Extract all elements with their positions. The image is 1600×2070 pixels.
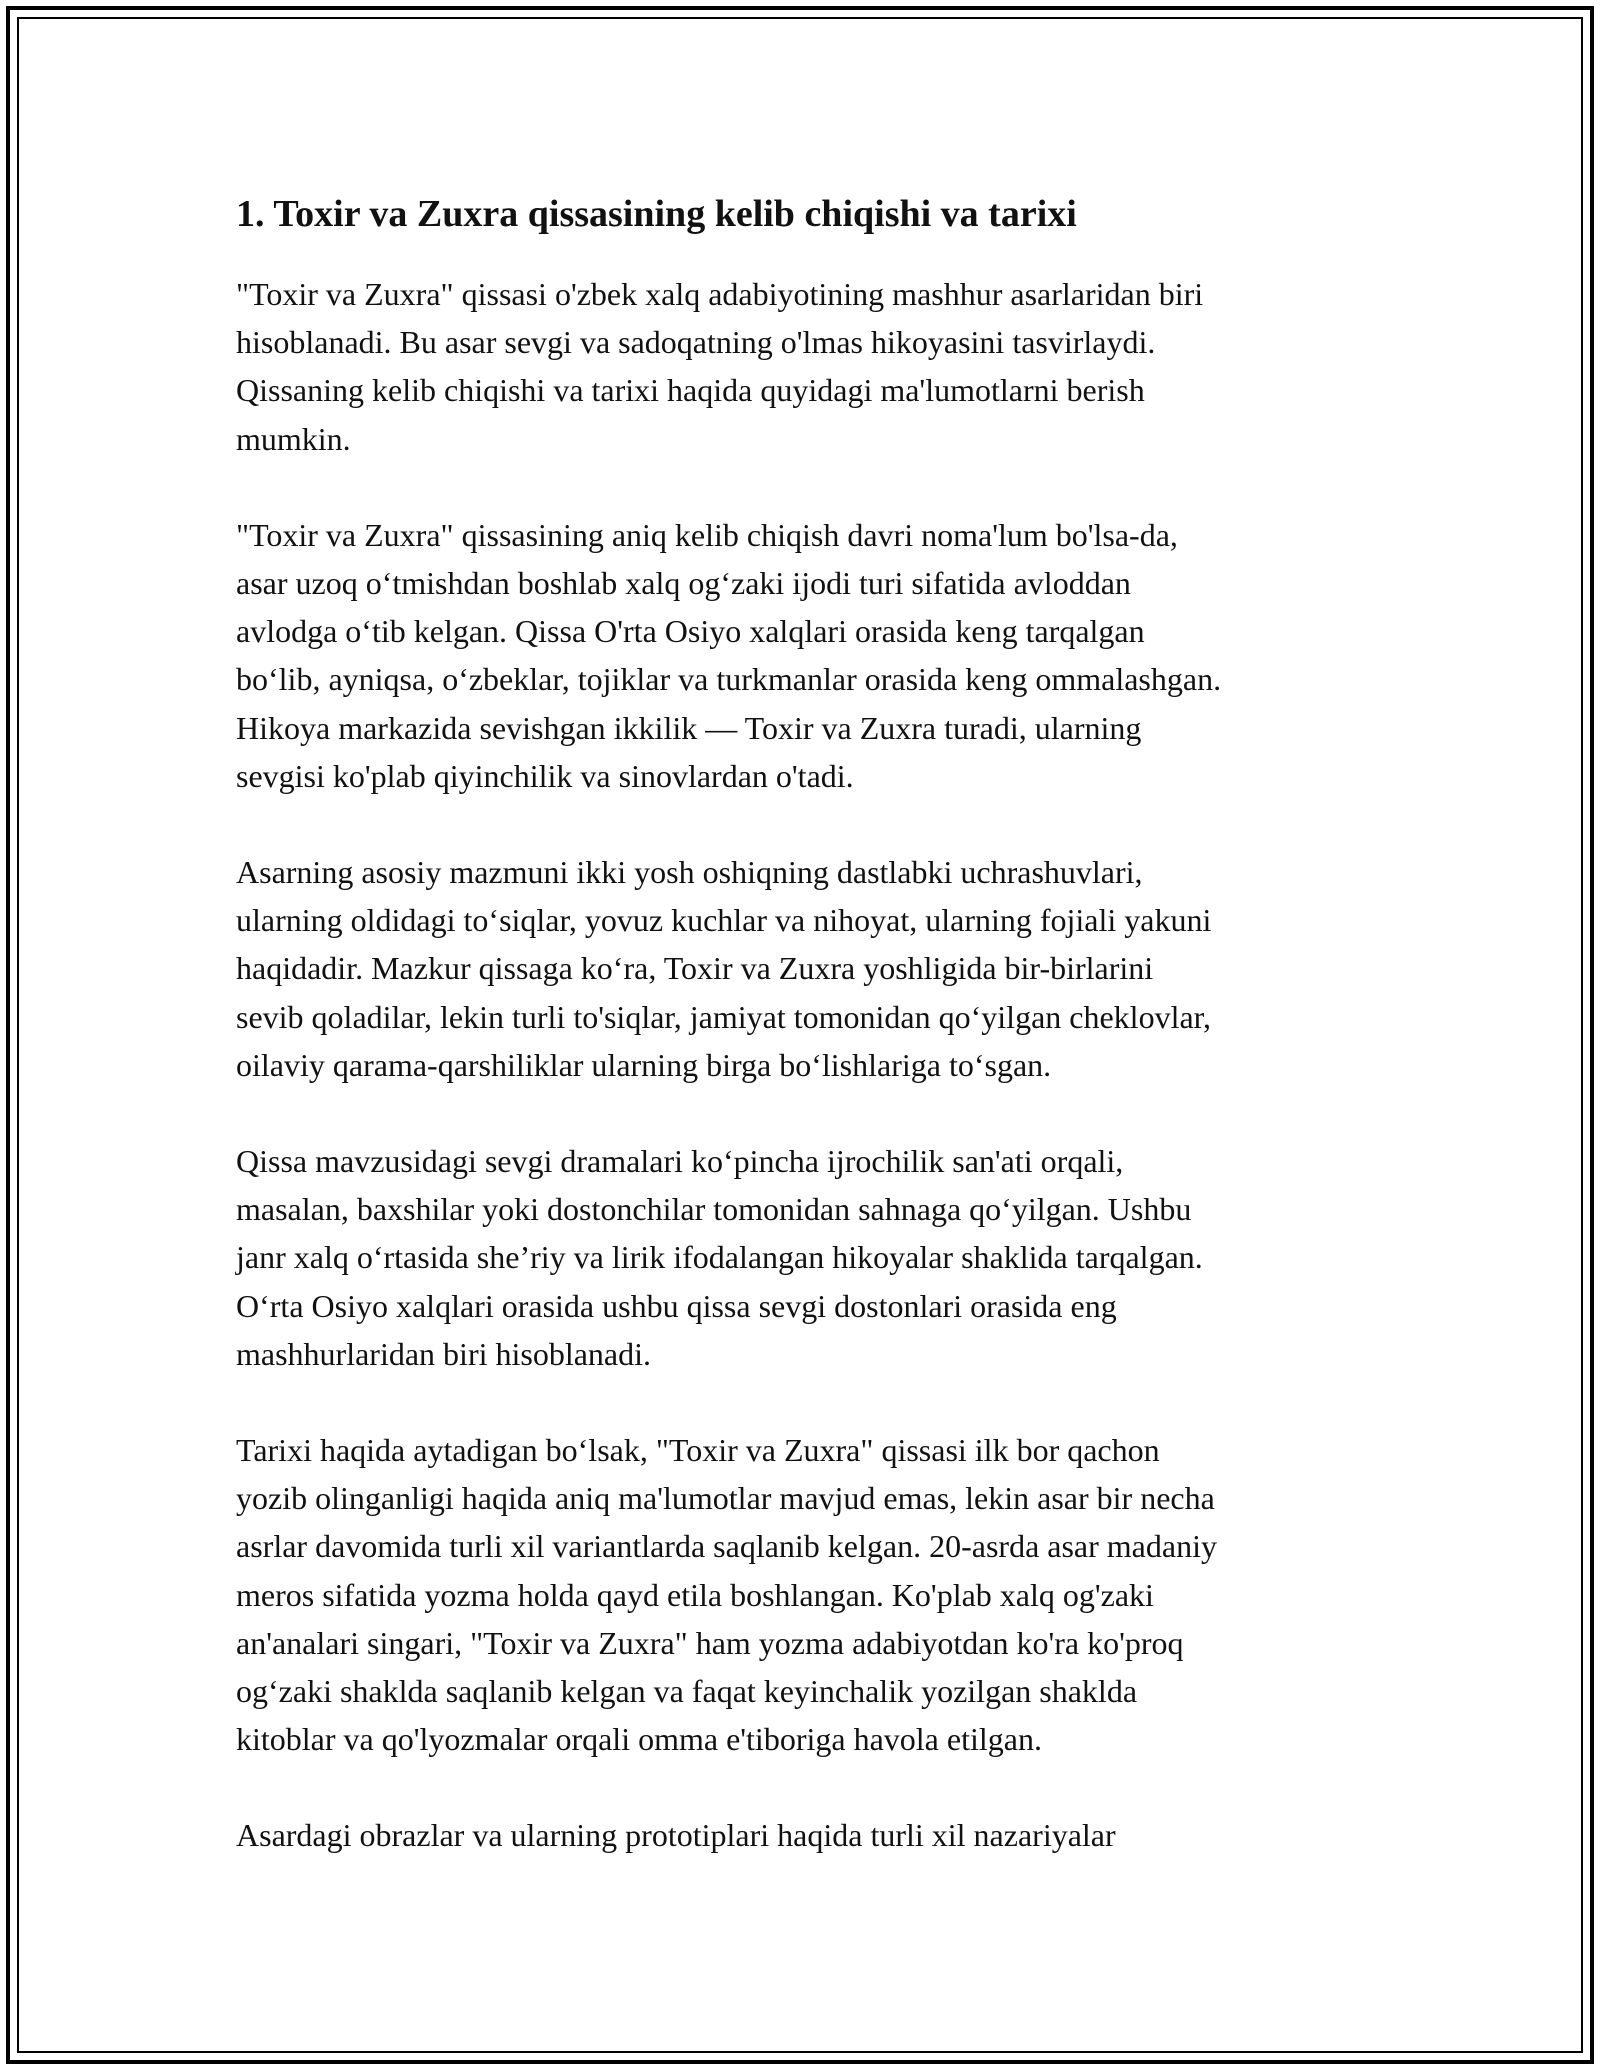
- document-body: [236, 188, 1386, 1908]
- paragraph-characters: Asardagi obrazlar va ularning prototiplari haqida turli xil nazariyalar: [236, 1817, 1116, 1854]
- paragraph-oral-tradition: "Toxir va Zuxra" qissasining aniq kelib chiqish davri noma'lum bo'lsa-da, asar uzoq o‘tmishdan boshlab xalq og‘zaki ijodi turi sifatida avloddan avlodga o‘tib kelgan. Qissa O'rta Osiyo xalqlari orasida keng tarqalgan bo‘lib, ayniqsa, o‘zbeklar, tojiklar va turkmanlar orasida keng ommalashgan. Hikoya markazida sevishgan ikkilik — Toxir va Zuxra turadi, ularning sevgisi ko'plab qiyinchilik va sinovlardan o'tadi.: [236, 516, 1222, 794]
- paragraph-main-plot: Asarning asosiy mazmuni ikki yosh oshiqning dastlabki uchrashuvlari, ularning oldidagi to‘siqlar, yovuz kuchlar va nihoyat, ularning fojiali yakuni haqidadir. Mazkur qissaga ko‘ra, Toxir va Zuxra yoshligida bir-birlarini sevib qoladilar, lekin turli to'siqlar, jamiyat tomonidan qo‘yilgan cheklovlar, oilaviy qarama-qarshiliklar ularning birga bo‘lishlariga to‘sgan.: [236, 854, 1212, 1083]
- paragraph-performance: Qissa mavzusidagi sevgi dramalari ko‘pincha ijrochilik san'ati orqali, masalan, baxshilar yoki dostonchilar tomonidan sahnaga qo‘yilgan. Ushbu janr xalq o‘rtasida she’riy va lirik ifodalangan hikoyalar shaklida tarqalgan. O‘rta Osiyo xalqlari orasida ushbu qissa sevgi dostonlari orasida eng mashhurlaridan biri hisoblanadi.: [236, 1143, 1203, 1372]
- paragraph-history: Tarixi haqida aytadigan bo‘lsak, "Toxir va Zuxra" qissasi ilk bor qachon yozib olinganligi haqida aniq ma'lumotlar mavjud emas, lekin asar bir necha asrlar davomida turli xil variantlarda saqlanib kelgan. 20-asrda asar madaniy meros sifatida yozma holda qayd etila boshlangan. Ko'plab xalq og'zaki an'analari singari, "Toxir va Zuxra" ham yozma adabiyotdan ko'ra ko'proq og‘zaki shaklda saqlanib kelgan va faqat keyinchalik yozilgan shaklda kitoblar va qo'lyozmalar orqali omma e'tiboriga havola etilgan.: [236, 1432, 1217, 1758]
- section-heading: 1. Toxir va Zuxra qissasining kelib chiqishi va tarixi: [236, 193, 1077, 235]
- paragraph-origin-intro: "Toxir va Zuxra" qissasi o'zbek xalq adabiyotining mashhur asarlaridan biri hisoblanadi. Bu asar sevgi va sadoqatning o'lmas hikoyasini tasvirlaydi. Qissaning kelib chiqishi va tarixi haqida quyidagi ma'lumotlarni berish mumkin.: [236, 276, 1204, 457]
